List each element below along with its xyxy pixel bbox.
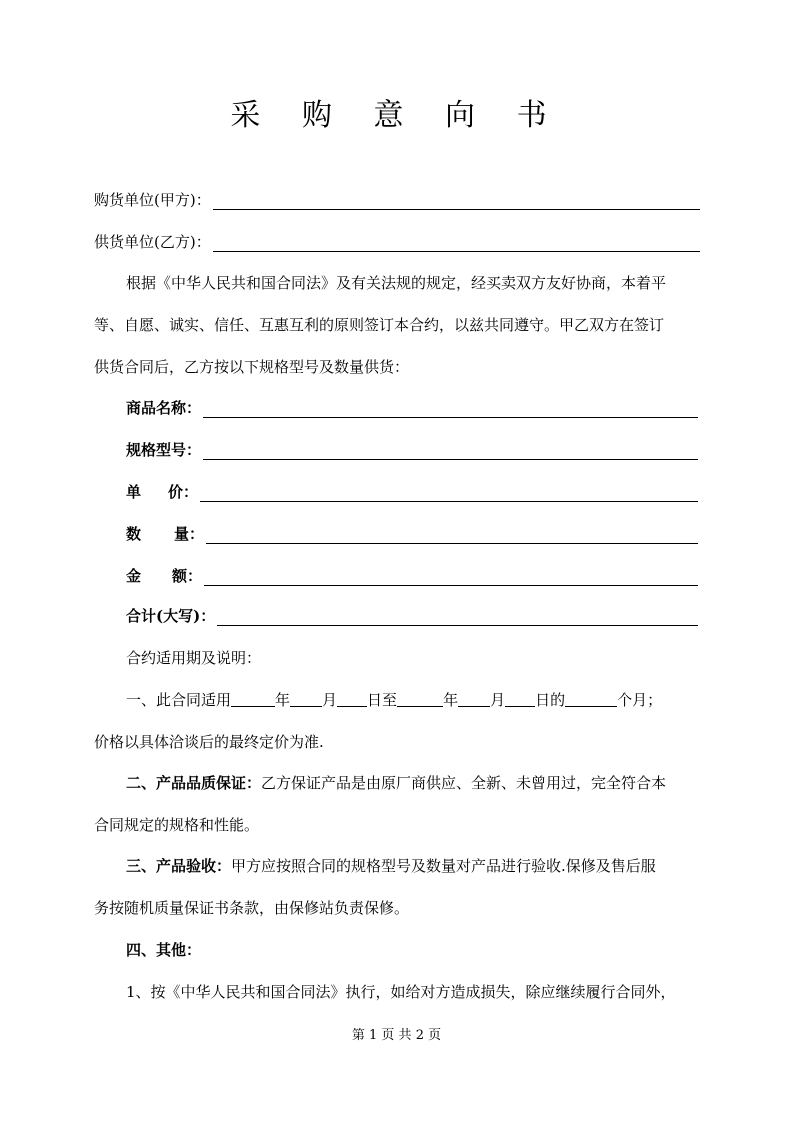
supplier-label: 供货单位(乙方)： xyxy=(94,233,211,251)
product-name-blank[interactable] xyxy=(203,401,698,418)
period-month-text: 月 xyxy=(322,691,338,709)
period-year-text: 年 xyxy=(275,691,291,709)
unit-price-line xyxy=(126,482,698,502)
quantity-line xyxy=(126,524,698,544)
period-day2-blank[interactable] xyxy=(505,690,535,707)
supplier-blank[interactable] xyxy=(213,235,700,252)
quantity-blank[interactable] xyxy=(206,527,698,544)
amount-line xyxy=(126,566,698,586)
intro-line-3: 供货合同后，乙方按以下规格型号及数量供货： xyxy=(94,358,410,376)
buyer-label: 购货单位(甲方)： xyxy=(94,191,211,209)
intro-line-2: 等、自愿、诚实、信任、互惠互利的原则签订本合约，以兹共同遵守。甲乙双方在签订 xyxy=(94,316,665,334)
unit-price-blank[interactable] xyxy=(200,485,698,502)
buyer-line xyxy=(94,190,700,210)
period-year-blank[interactable] xyxy=(231,690,275,707)
period-months-text: 个月； xyxy=(617,691,663,709)
document-title: 采 购 意 向 书 xyxy=(230,98,563,133)
product-name-label: 商品名称： xyxy=(126,399,202,417)
acceptance-text: 甲方应按照合同的规格型号及数量对产品进行验收.保修及售后服 xyxy=(231,857,656,875)
intro-line-1: 根据《中华人民共和国合同法》及有关法规的规定，经买卖双方友好协商，本着平 xyxy=(126,274,667,292)
product-name-line xyxy=(126,398,698,418)
acceptance-heading: 三、产品验收： xyxy=(126,857,232,875)
other-item-1: 1、按《中华人民共和国合同法》执行，如给对方造成损失，除应继续履行合同外， xyxy=(126,983,676,1001)
period-months-blank[interactable] xyxy=(565,690,617,707)
amount-label-b: 额： xyxy=(172,567,203,585)
spec-model-line xyxy=(126,440,698,460)
amount-label-a: 金 xyxy=(126,567,142,585)
unit-price-label-a: 单 xyxy=(126,483,142,501)
page-footer: 第 1 页 共 2 页 xyxy=(351,1028,442,1043)
acceptance-line-1 xyxy=(94,856,732,876)
quality-line-1 xyxy=(94,773,732,793)
total-label: 合计(大写)： xyxy=(126,607,216,625)
supplier-line xyxy=(94,232,700,252)
acceptance-line-2: 务按随机质量保证书条款，由保修站负责保修。 xyxy=(94,899,410,917)
period-month-blank[interactable] xyxy=(290,690,322,707)
total-line xyxy=(126,606,698,626)
spec-model-blank[interactable] xyxy=(203,443,698,460)
period-line-2: 价格以具体洽谈后的最终定价为准. xyxy=(94,733,324,751)
quantity-label-a: 数 xyxy=(126,525,142,543)
total-blank[interactable] xyxy=(217,609,698,626)
buyer-blank[interactable] xyxy=(213,193,700,210)
period-year2-text: 年 xyxy=(443,691,459,709)
quality-heading: 二、产品品质保证： xyxy=(126,774,262,792)
quality-text: 乙方保证产品是由原厂商供应、全新、未曾用过，完全符合本 xyxy=(261,774,667,792)
period-month2-text: 月 xyxy=(490,691,506,709)
period-day-blank[interactable] xyxy=(337,690,367,707)
amount-blank[interactable] xyxy=(204,569,698,586)
period-prefix: 一、此合同适用 xyxy=(126,691,232,709)
period-month2-blank[interactable] xyxy=(458,690,490,707)
period-line-1 xyxy=(94,690,732,710)
other-heading: 四、其他： xyxy=(126,941,202,959)
period-dayto-text: 日至 xyxy=(367,691,398,709)
period-year2-blank[interactable] xyxy=(397,690,443,707)
period-dayof-text: 日的 xyxy=(535,691,566,709)
unit-price-label-b: 价： xyxy=(168,483,199,501)
spec-model-label: 规格型号： xyxy=(126,441,202,459)
quality-line-2: 合同规定的规格和性能。 xyxy=(94,816,260,834)
period-heading: 合约适用期及说明： xyxy=(126,649,262,667)
quantity-label-b: 量： xyxy=(174,525,205,543)
